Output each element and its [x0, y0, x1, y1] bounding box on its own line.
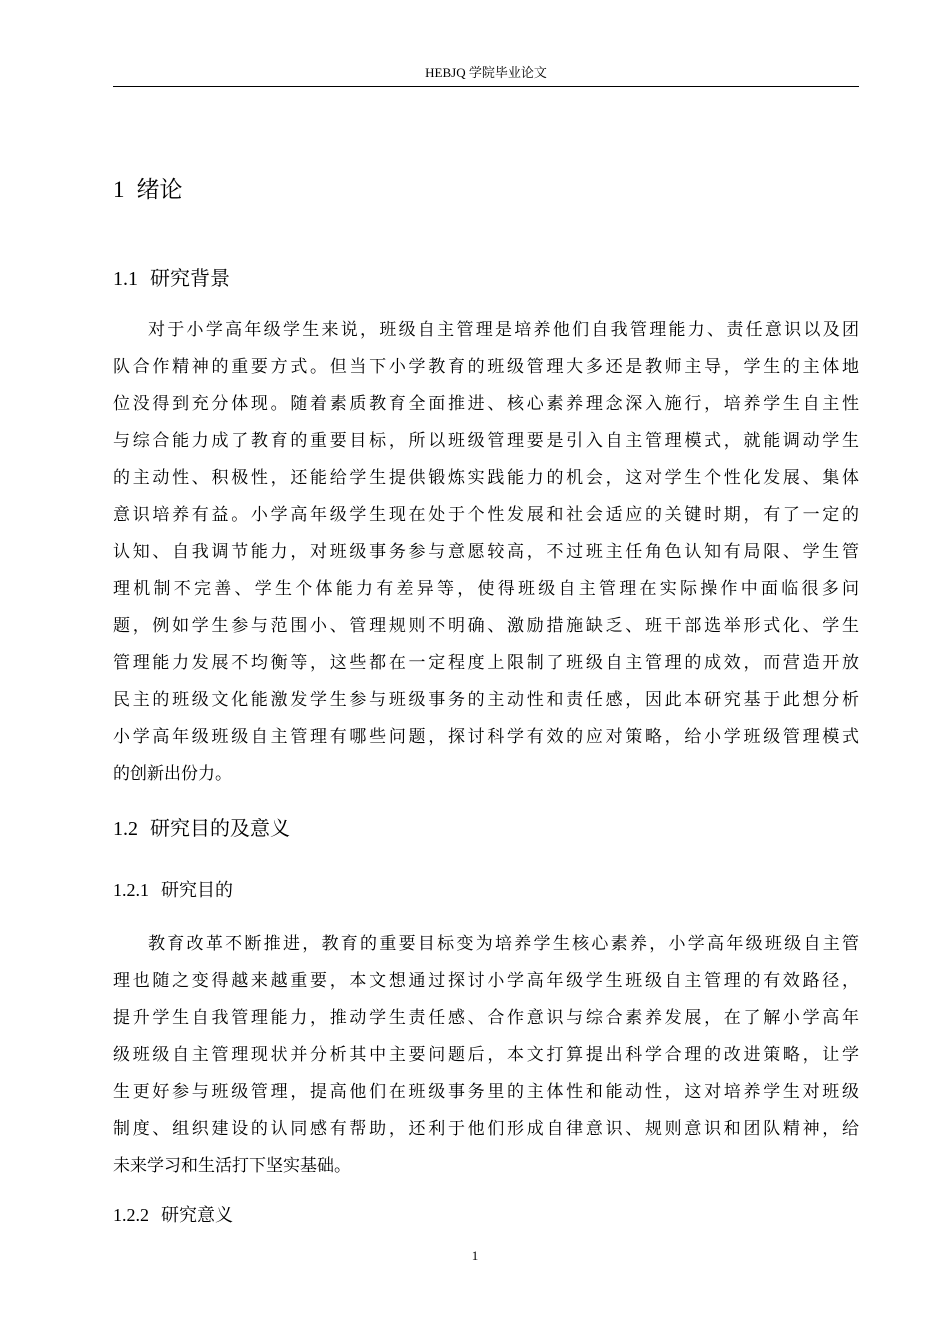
section-heading-1-1: [113, 264, 230, 293]
chapter-title: 绪论: [136, 177, 183, 203]
paragraph-research-background: [113, 312, 859, 793]
paragraph-line: 未来学习和生活打下坚实基础。: [113, 1156, 351, 1176]
section-number: 1.1: [113, 268, 138, 290]
paragraph-line: 与综合能力成了教育的重要目标，所以班级管理要是引入自主管理模式，就能调动学生: [113, 431, 859, 451]
section-number: 1.2: [113, 818, 138, 840]
paragraph-line: 意识培养有益。小学高年级学生现在处于个性发展和社会适应的关键时期，有了一定的: [113, 505, 859, 525]
chapter-heading: [113, 174, 183, 206]
paragraph-line: 制度、组织建设的认同感有帮助，还利于他们形成自律意识、规则意识和团队精神，给: [113, 1119, 859, 1139]
subsection-number: 1.2.2: [113, 1205, 149, 1225]
paragraph-line: 理机制不完善、学生个体能力有差异等，使得班级自主管理在实际操作中面临很多问: [113, 579, 859, 599]
paragraph-line: 位没得到充分体现。随着素质教育全面推进、核心素养理念深入施行，培养学生自主性: [113, 394, 859, 414]
paragraph-line: 教育改革不断推进，教育的重要目标变为培养学生核心素养，小学高年级班级自主管: [148, 934, 859, 954]
paragraph-line: 民主的班级文化能激发学生参与班级事务的主动性和责任感，因此本研究基于此想分析: [113, 690, 859, 710]
paragraph-line: 的主动性、积极性，还能给学生提供锻炼实践能力的机会，这对学生个性化发展、集体: [113, 468, 859, 488]
paragraph-line: 级班级自主管理现状并分析其中主要问题后，本文打算提出科学合理的改进策略，让学: [113, 1045, 859, 1065]
paragraph-line: 题，例如学生参与范围小、管理规则不明确、激励措施缺乏、班干部选举形式化、学生: [113, 616, 859, 636]
page-header: [113, 64, 859, 87]
subsection-title: 研究意义: [161, 1205, 233, 1226]
subsection-number: 1.2.1: [113, 880, 149, 900]
paragraph-research-purpose: [113, 926, 859, 1185]
paragraph-line: 理也随之变得越来越重要，本文想通过探讨小学高年级学生班级自主管理的有效路径，: [113, 971, 859, 991]
page-number: 1: [471, 1248, 479, 1263]
paragraph-line: 队合作精神的重要方式。但当下小学教育的班级管理大多还是教师主导，学生的主体地: [113, 357, 859, 377]
paragraph-line: 小学高年级班级自主管理有哪些问题，探讨科学有效的应对策略，给小学班级管理模式: [113, 727, 859, 747]
paragraph-line: 管理能力发展不均衡等，这些都在一定程度上限制了班级自主管理的成效，而营造开放: [113, 653, 859, 673]
subsection-heading-1-2-1: [113, 877, 233, 904]
header-title: HEBJQ 学院毕业论文: [425, 65, 547, 80]
paragraph-line: 的创新出份力。: [113, 764, 232, 784]
paragraph-line: 提升学生自我管理能力，推动学生责任感、合作意识与综合素养发展，在了解小学高年: [113, 1008, 859, 1028]
subsection-title: 研究目的: [161, 880, 233, 901]
section-title: 研究背景: [150, 266, 230, 290]
chapter-number: 1: [113, 177, 125, 202]
paragraph-line: 生更好参与班级管理，提高他们在班级事务里的主体性和能动性，这对培养学生对班级: [113, 1082, 859, 1102]
section-heading-1-2: [113, 814, 290, 843]
paragraph-line: 认知、自我调节能力，对班级事务参与意愿较高，不过班主任角色认知有局限、学生管: [113, 542, 859, 562]
section-title: 研究目的及意义: [150, 816, 290, 840]
subsection-heading-1-2-2: [113, 1202, 233, 1229]
paragraph-line: 对于小学高年级学生来说，班级自主管理是培养他们自我管理能力、责任意识以及团: [148, 320, 859, 340]
